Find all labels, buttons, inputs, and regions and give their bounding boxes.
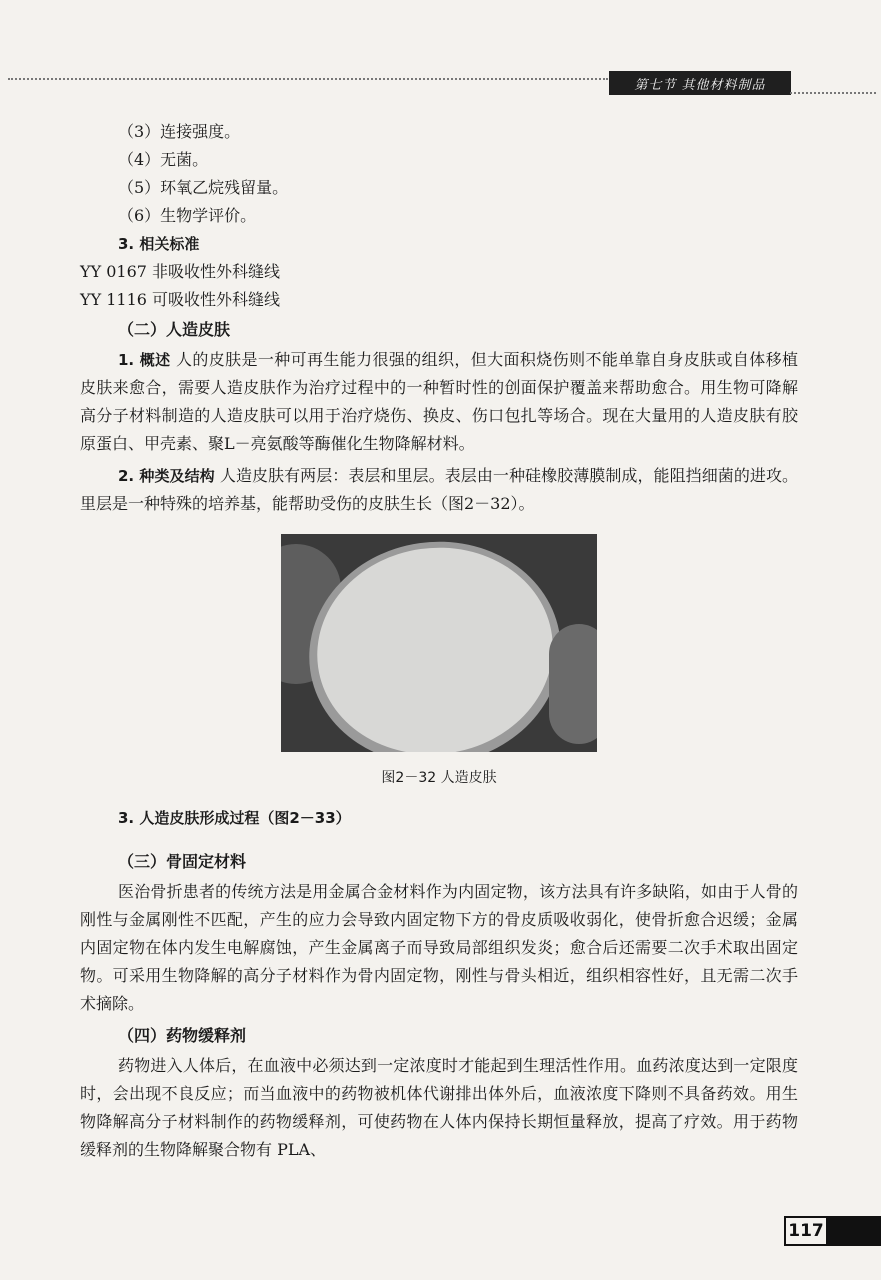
process-heading: 3. 人造皮肤形成过程（图2－33） xyxy=(118,809,351,827)
list-item: （5）环氧乙烷残留量。 xyxy=(118,178,289,197)
list-item: （3）连接强度。 xyxy=(118,122,241,141)
section-heading-drug-release: （四）药物缓释剂 xyxy=(118,1026,247,1045)
list-item: （4）无菌。 xyxy=(118,150,209,169)
paragraph-drug: 药物进入人体后，在血液中必须达到一定浓度时才能起到生理活性作用。血药浓度达到一定限度时，会出现不良反应；而当血液中的药物被机体代谢排出体外后，血液浓度下降则不具备药效。用生物降解高分子材料制作的药物缓释剂，可使药物在人体内保持长期恒量释放，提高了疗效。用于药物缓释剂的生物降解聚合物有 PLA、 xyxy=(80,1056,798,1159)
artificial-skin-photo xyxy=(281,534,597,752)
standards-heading: 3. 相关标准 xyxy=(118,235,200,253)
paragraph-overview xyxy=(80,346,798,458)
paragraph-bone: 医治骨折患者的传统方法是用金属合金材料作为内固定物，该方法具有许多缺陷，如由于人骨的刚性与金属刚性不匹配，产生的应力会导致内固定物下方的骨皮质吸收弱化，使骨折愈合迟缓；金属内固定物在体内发生电解腐蚀，产生金属离子而导致局部组织发炎；愈合后还需要二次手术取出固定物。可采用生物降解的高分子材料作为骨内固定物，刚性与骨头相近，组织相容性好，且无需二次手术摘除。 xyxy=(80,882,798,1013)
header-rule-right xyxy=(790,92,876,94)
overview-text: 人的皮肤是一种可再生能力很强的组织，但大面积烧伤则不能单靠自身皮肤或自体移植皮肤来愈合，需要人造皮肤作为治疗过程中的一种暂时性的创面保护覆盖来帮助愈合。用生物可降解高分子材料制造的人造皮肤可以用于治疗烧伤、换皮、伤口包扎等场合。现在大量用的人造皮肤有胶原蛋白、甲壳素、聚L－亮氨酸等酶催化生物降解材料。 xyxy=(80,350,798,453)
section-header-tab: 第七节 其他材料制品 xyxy=(609,71,791,95)
types-text: 人造皮肤有两层：表层和里层。表层由一种硅橡胶薄膜制成，能阻挡细菌的进攻。里层是一种特殊的培养基，能帮助受伤的皮肤生长（图2－32）。 xyxy=(80,466,799,513)
section-heading-bone-fixation: （三）骨固定材料 xyxy=(118,852,247,871)
page-number-bar xyxy=(826,1216,881,1246)
page-body xyxy=(80,118,798,1164)
paragraph-types xyxy=(80,462,798,518)
figure-caption: 图2－32 人造皮肤 xyxy=(381,770,497,786)
header-rule xyxy=(8,78,608,80)
hand-shape-right xyxy=(549,624,597,744)
types-lead: 2. 种类及结构 xyxy=(118,467,215,485)
list-item: （6）生物学评价。 xyxy=(118,206,257,225)
standard-item: YY 1116 可吸收性外科缝线 xyxy=(80,290,281,309)
page-number: 117 xyxy=(784,1216,828,1246)
section-heading-artificial-skin: （二）人造皮肤 xyxy=(118,320,231,339)
standard-item: YY 0167 非吸收性外科缝线 xyxy=(80,262,281,281)
overview-lead: 1. 概述 xyxy=(118,351,171,369)
